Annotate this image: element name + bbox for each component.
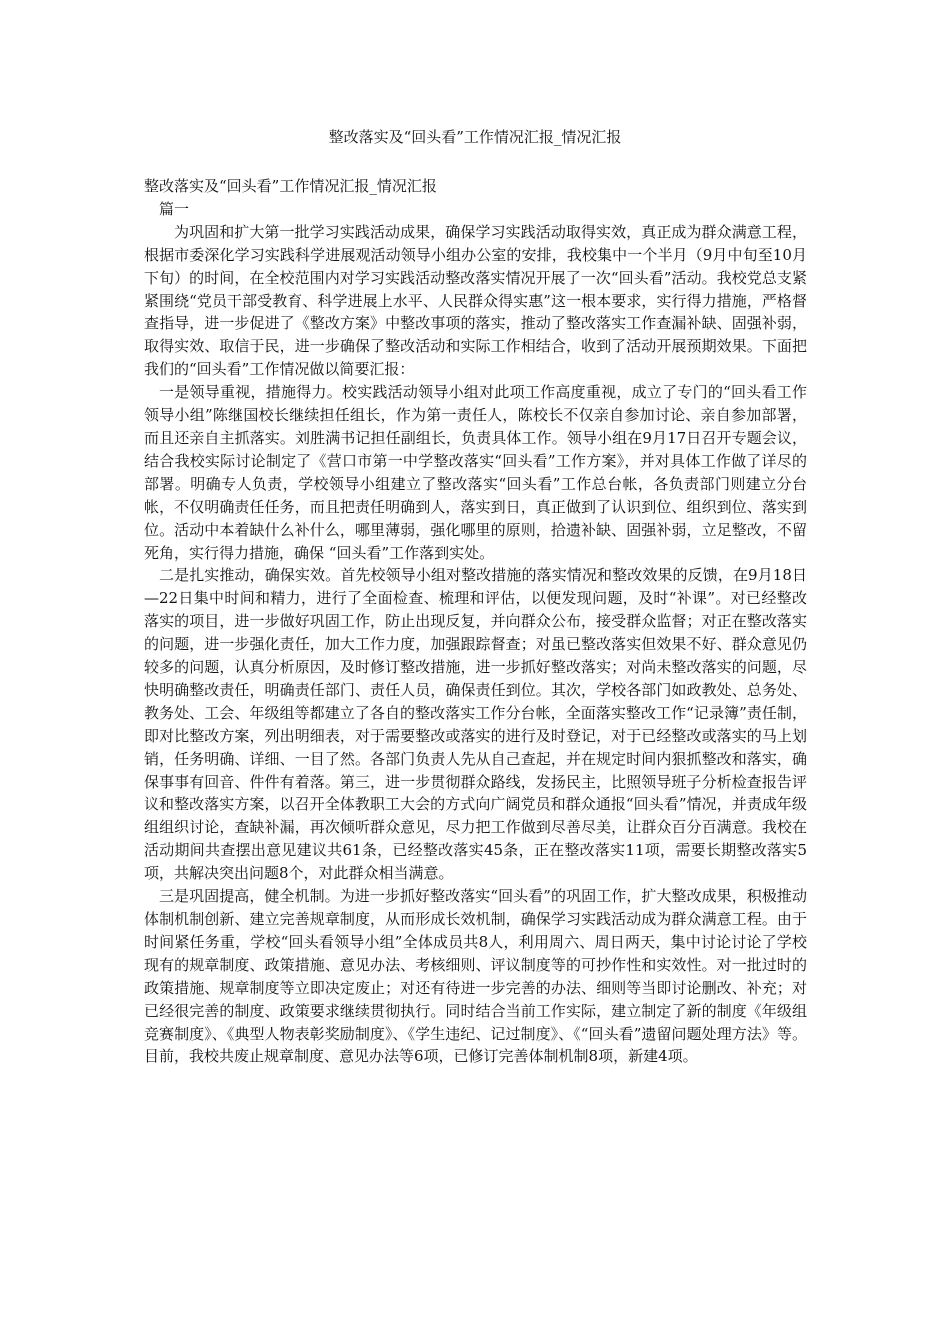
paragraph-intro: 为巩固和扩大第一批学习实践活动成果，确保学习实践活动取得实效，真正成为群众满意工程，根据市委深化学习实践科学进展观活动领导小组办公室的安排，我校集中一个半月（9月中旬至10月下旬）的时间，在全校范围内对学习实践活动整改落实情况开展了一次“回头看”活动。我校党总支紧紧围绕“党员干部受教育、科学进展上水平、人民群众得实惠”这一根本要求，实行得力措施，严格督查指导，进一步促进了《整改方案》中整改事项的落实，推动了整改落实工作查漏补缺、固强补弱，取得实效、取信于民，进一步确保了整改活动和实际工作相结合，收到了活动开展预期效果。下面把我们的“回头看”工作情况做以简要汇报： — [144, 222, 807, 379]
paragraph-implementation: 二是扎实推动，确保实效。首先校领导小组对整改措施的落实情况和整改效果的反馈，在9月18日—22日集中时间和精力，进行了全面检查、梳理和评估，以便发现问题，及时“补课”。对已经整改落实的项目，进一步做好巩固工作，防止出现反复，并向群众公布，接受群众监督；对正在整改落实的问题，进一步强化责任，加大工作力度，加强跟踪督查；对虽已整改落实但效果不好、群众意见仍较多的问题，认真分析原因，及时修订整改措施，进一步抓好整改落实；对尚未整改落实的问题，尽快明确整改责任，明确责任部门、责任人员，确保责任到位。其次，学校各部门如政教处、总务处、教务处、工会、年级组等都建立了各自的整改落实工作分台帐，全面落实整改工作“记录簿”责任制，即对比整改方案，列出明细表，对于需要整改或落实的进行及时登记，对于已经整改或落实的马上划销，任务明确、详细、一目了然。各部门负责人先从自己查起，并在规定时间内狠抓整改和落实，确保事事有回音、件件有着落。第三，进一步贯彻群众路线，发扬民主，比照领导班子分析检查报告评议和整改落实方案，以召开全体教职工大会的方式向广阔党员和群众通报“回头看”情况，并责成年级组组织讨论，查缺补漏，再次倾听群众意见，尽力把工作做到尽善尽美，让群众百分百满意。我校在活动期间共查摆出意见建议共61条，已经整改落实45条，正在整改落实11项，需要长期整改落实5项，共解决突出问题8个，对此群众相当满意。 — [144, 566, 807, 883]
page-title: 整改落实及“回头看”工作情况汇报_情况汇报 — [328, 128, 622, 146]
section-label: 篇一 — [159, 199, 190, 218]
paragraph-mechanism: 三是巩固提高，健全机制。为进一步抓好整改落实“回头看”的巩固工作，扩大整改成果，积极推动体制机制创新、建立完善规章制度，从而形成长效机制，确保学习实践活动成为群众满意工程。由于时间紧任务重，学校“回头看领导小组”全体成员共8人，利用周六、周日两天，集中讨论讨论了学校现有的规章制度、政策措施、意见办法、考核细则、评议制度等的可抄作性和实效性。对一批过时的政策措施、规章制度等立即决定废止；对还有待进一步完善的办法、细则等当即讨论删改、补充；对已经很完善的制度、政策要求继续贯彻执行。同时结合当前工作实际，建立制定了新的制度《年级组竞赛制度》、《典型人物表彰奖励制度》、《学生违纪、记过制度》、《“回头看”遗留问题处理方法》等。目前，我校共废止规章制度、意见办法等6项，已修订完善体制机制8项，新建4项。 — [144, 887, 807, 1066]
paragraph-leadership: 一是领导重视，措施得力。校实践活动领导小组对此项工作高度重视，成立了专门的“回头看工作领导小组”陈继国校长继续担任组长，作为第一责任人，陈校长不仅亲自参加讨论、亲自参加部署，而且还亲自主抓落实。刘胜满书记担任副组长，负责具体工作。领导小组在9月17日召开专题会议，结合我校实际讨论制定了《营口市第一中学整改落实“回头看”工作方案》，并对具体工作做了详尽的部署。明确专人负责，学校领导小组建立了整改落实“回头看”工作总台帐，各负责部门则建立分台帐，不仅明确责任任务，而且把责任明确到人，落实到日，真正做到了认识到位、组织到位、落实到位。活动中本着缺什么补什么，哪里薄弱，强化哪里的原则，拾遗补缺、固强补弱，立足整改，不留死角，实行得力措施，确保 “回头看”工作落到实处。 — [144, 383, 807, 562]
document-heading: 整改落实及“回头看”工作情况汇报_情况汇报 — [144, 177, 437, 195]
document-body — [144, 175, 807, 1068]
